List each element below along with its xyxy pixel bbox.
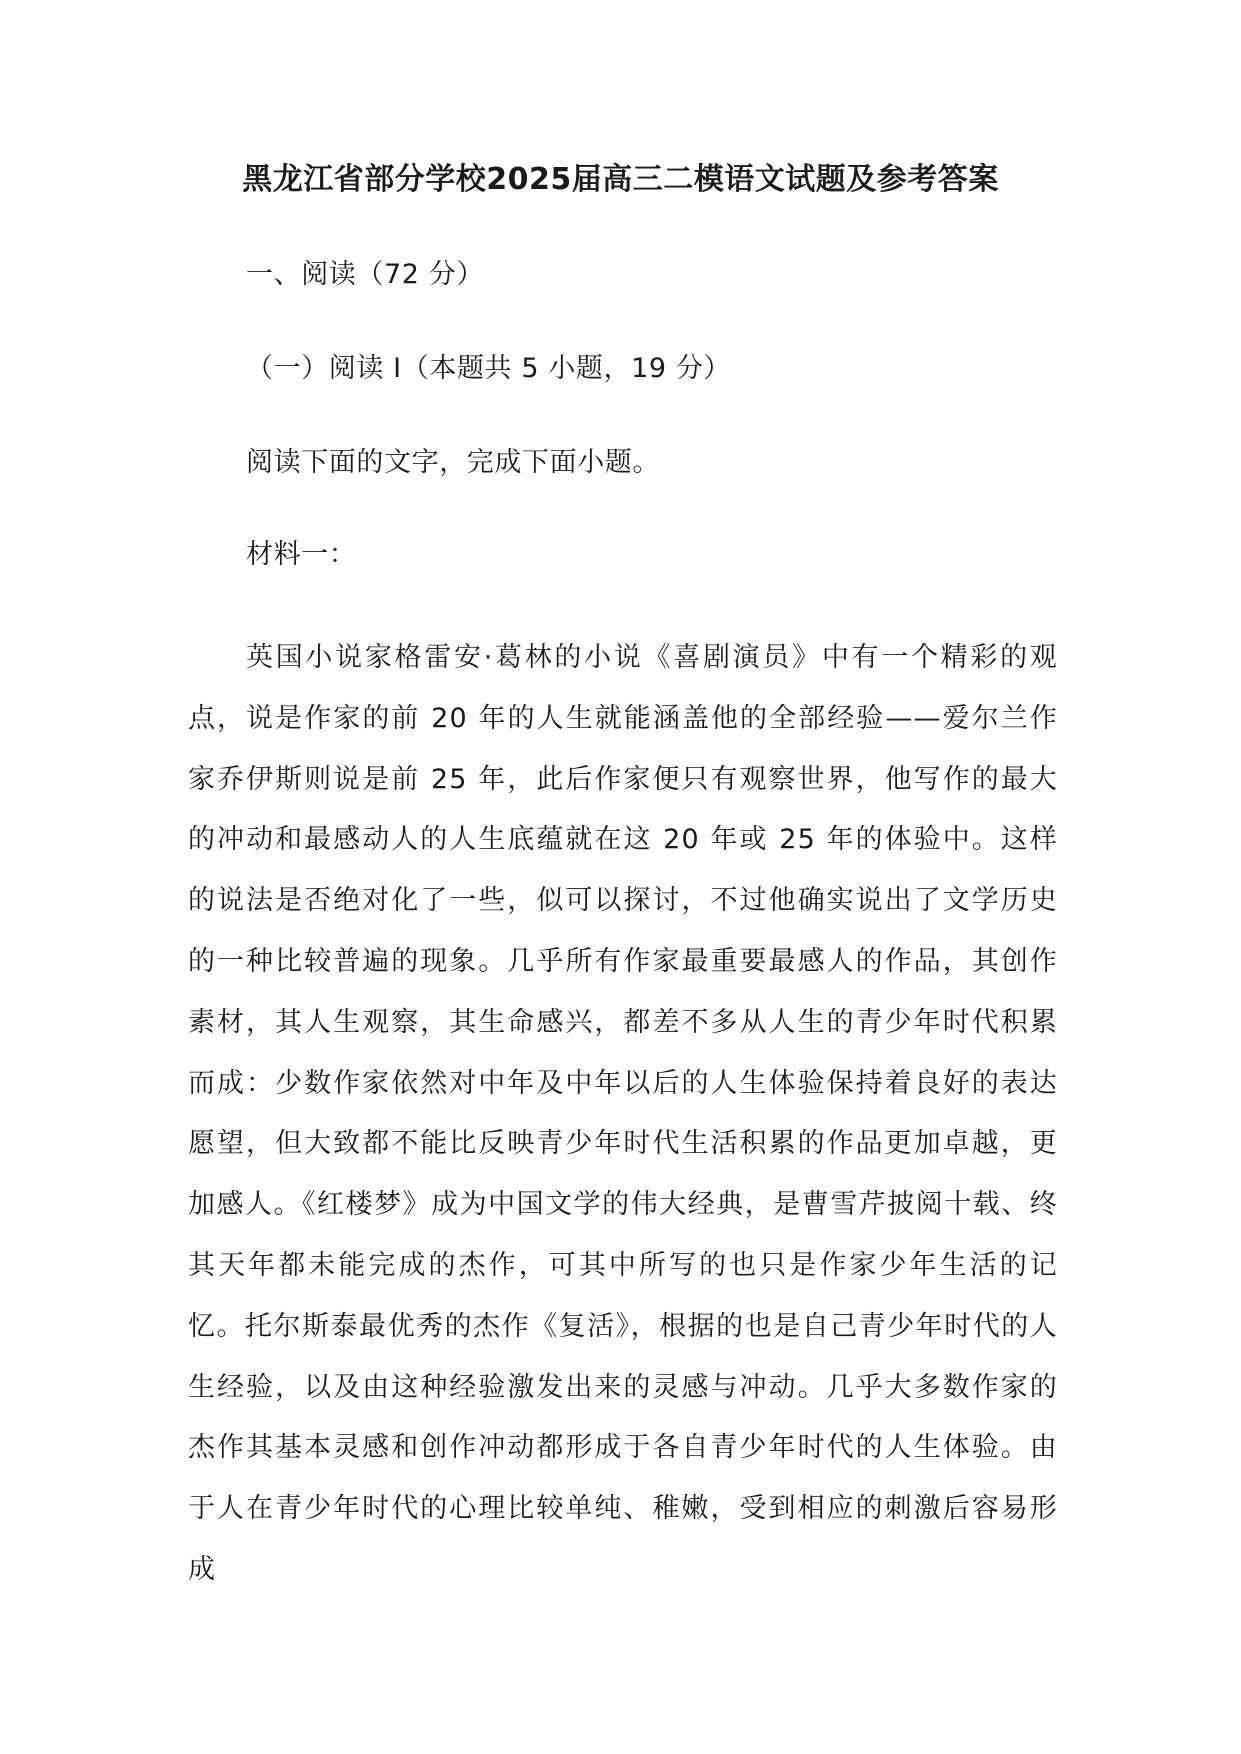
section-heading: 一、阅读（72 分） — [246, 259, 484, 290]
document-title: 黑龙江省部分学校2025届高三二模语文试题及参考答案 — [242, 162, 999, 197]
body-paragraph: 英国小说家格雷安·葛林的小说《喜剧演员》中有一个精彩的观点，说是作家的前 20 年的人生就能涵盖他的全部经验——爱尔兰作家乔伊斯则说是前 25 年，此后作家便只有观察世界，他写作的最大的冲动和最感动人的人生底蕴就在这 20 年或 25 年的体验中。这样的说法是否绝对化了一些，似可以探讨，不过他确实说出了文学历史的一种比较普遍的现象。几乎所有作家最重要最感人的作品，其创作素材，其人生观察，其生命感兴，都差不多从人生的青少年时代积累而成：少数作家依然对中年及中年以后的人生体验保持着良好的表达愿望，但大致都不能比反映青少年时代生活积累的作品更加卓越，更加感人。《红楼梦》成为中国文学的伟大经典，是曹雪芹披阅十载、终其天年都未能完成的杰作，可其中所写的也只是作家少年生活的记忆。托尔斯泰最优秀的杰作《复活》，根据的也是自己青少年时代的人生经验，以及由这种经验激发出来的灵感与冲动。几乎大多数作家的杰作其基本灵感和创作冲动都形成于各自青少年时代的人生体验。由于人在青少年时代的心理比较单纯、稚嫩，受到相应的刺激后容易形成 — [188, 642, 1058, 1585]
material-label: 材料一： — [246, 539, 357, 570]
subsection-heading: （一）阅读 I（本题共 5 小题，19 分） — [246, 353, 732, 384]
instruction-text: 阅读下面的文字，完成下面小题。 — [246, 447, 660, 478]
